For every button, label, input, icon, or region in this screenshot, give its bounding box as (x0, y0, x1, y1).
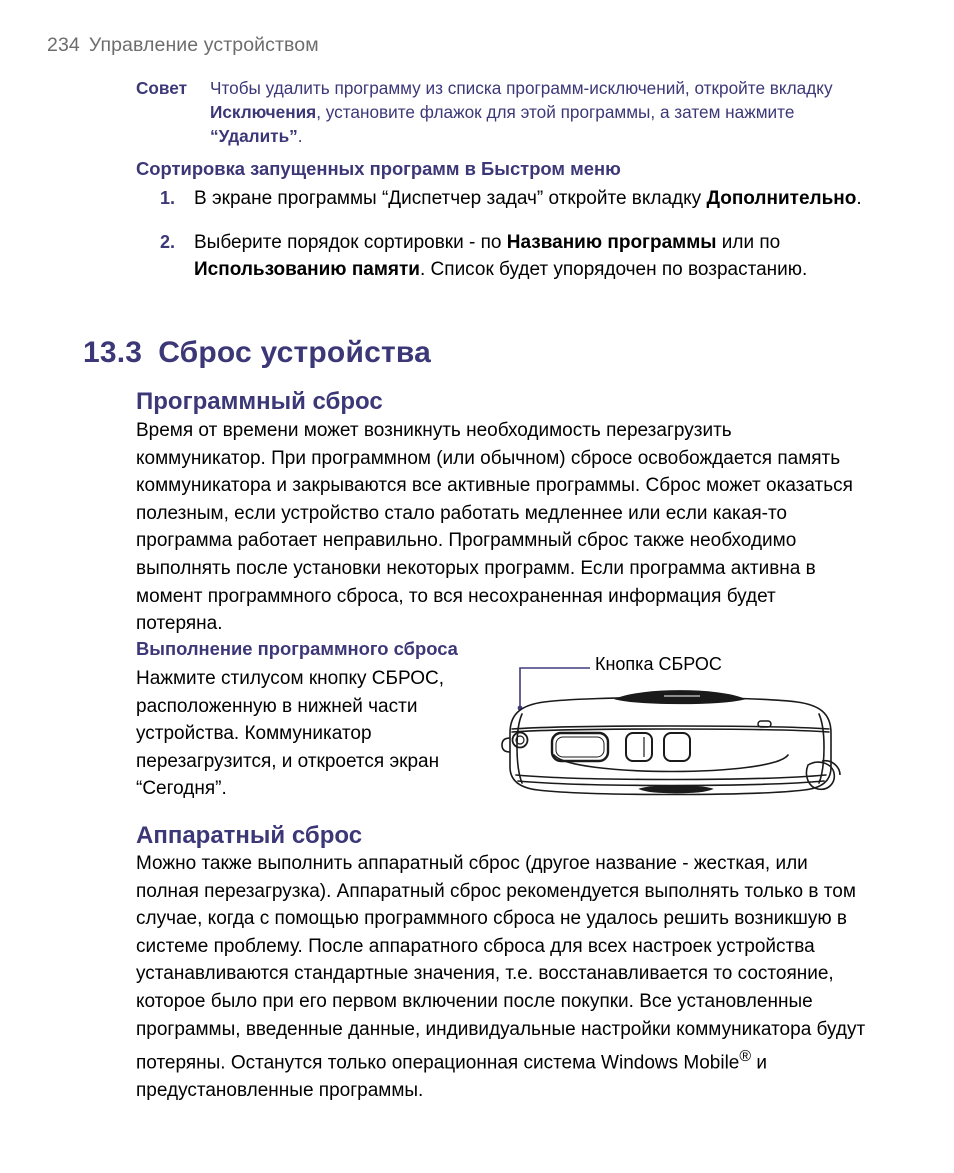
chapter-title: Управление устройством (88, 34, 319, 56)
registered-trademark-symbol: ® (739, 1048, 752, 1066)
list-item (136, 229, 862, 284)
sync-connector-inner (556, 737, 604, 757)
hard-reset-heading: Аппаратный сброс (136, 822, 363, 849)
side-button-nub (502, 738, 510, 752)
step1-part1: В экране программы “Диспетчер задач” откройте вкладку (194, 188, 707, 209)
device-figure (492, 655, 862, 815)
section-title-text: Сброс устройства (158, 336, 431, 369)
section-title (83, 336, 431, 370)
step2-bold1: Названию программы (506, 231, 717, 253)
hard-reset-part1: Можно также выполнить аппаратный сброс (другое название - жесткая, или полная перезагрузка). Аппаратный сброс рекомендуется выполнять только в том случае, когда с помощью программного сброса не удалось решить возникшую в системе проблему. После аппаратного сброса для всех настроек устройства устанавливаются стандартные значения, т.е. восстанавливается то состояние, которое было при его первом включении после покупки. Все установленные программы, введенные данные, индивидуальные настройки коммуникатора будут потеряны. Останутся только операционная система Windows Mobile (136, 853, 866, 1074)
step2-part2: или по (716, 231, 781, 253)
tip-text-part2: , установите флажок для этой программы, а затем нажмите (316, 102, 795, 123)
list-item-text (194, 232, 807, 281)
step1-part2: . (856, 188, 862, 209)
tip-label: Совет (136, 78, 187, 98)
soft-reset-howto-heading: Выполнение программного сброса (136, 638, 458, 659)
callout-leader-line (520, 668, 590, 708)
list-item (136, 185, 862, 213)
tip-bold-exceptions: Исключения (210, 102, 317, 123)
top-hinge-detail (616, 691, 744, 704)
sorting-heading: Сортировка запущенных программ в Быстром меню (136, 158, 621, 179)
tip-block (136, 76, 862, 149)
tip-text (210, 76, 862, 149)
tip-text-part3: . (297, 126, 303, 147)
port-left (626, 733, 652, 761)
step2-part1: Выберите порядок сортировки - по (194, 231, 507, 253)
list-item-number: 2. (160, 231, 176, 252)
port-right (664, 733, 690, 761)
bottom-center-tab (640, 786, 712, 793)
soft-reset-howto-paragraph: Нажмите стилусом кнопку СБРОС, расположенную в нижней части устройства. Коммуникатор перезагрузится, и откроется экран “Сегодня”. (136, 668, 445, 800)
reset-button-hole (513, 733, 528, 748)
hard-reset-part2: и предустановленные программы. (136, 1052, 767, 1102)
sorting-steps-list (136, 185, 862, 300)
soft-reset-heading: Программный сброс (136, 388, 383, 415)
tip-text-part1: Чтобы удалить программу из списка программ-исключений, откройте вкладку (210, 78, 833, 98)
device-illustration-svg (492, 655, 862, 815)
callout-label-reset-button: Кнопка СБРОС (595, 654, 722, 674)
tip-bold-delete: “Удалить” (210, 126, 298, 147)
device-outline (510, 698, 831, 795)
step1-bold: Дополнительно (706, 188, 857, 209)
list-item-text (194, 188, 862, 209)
soft-reset-paragraph: Время от времени может возникнуть необходимость перезагрузить коммуникатор. При программном (или обычном) сбросе освобождается память коммуникатора и закрываются все активные программы. Сброс может оказаться полезным, если устройство стало работать медленнее или если какая-то программа работает неправильно. Программный сброс также необходимо выполнять после установки некоторых программ. Если программа активна в момент программного сброса, то вся несохраненная информация будет потеряна. (136, 420, 853, 635)
running-header (47, 34, 319, 57)
step2-part3: . Список будет упорядочен по возрастанию. (420, 259, 808, 280)
step2-bold2: Использованию памяти (194, 259, 420, 280)
section-number: 13.3 (83, 336, 143, 369)
hard-reset-paragraph (136, 850, 866, 1105)
page-number: 234 (47, 34, 80, 56)
list-item-number: 1. (160, 188, 176, 208)
